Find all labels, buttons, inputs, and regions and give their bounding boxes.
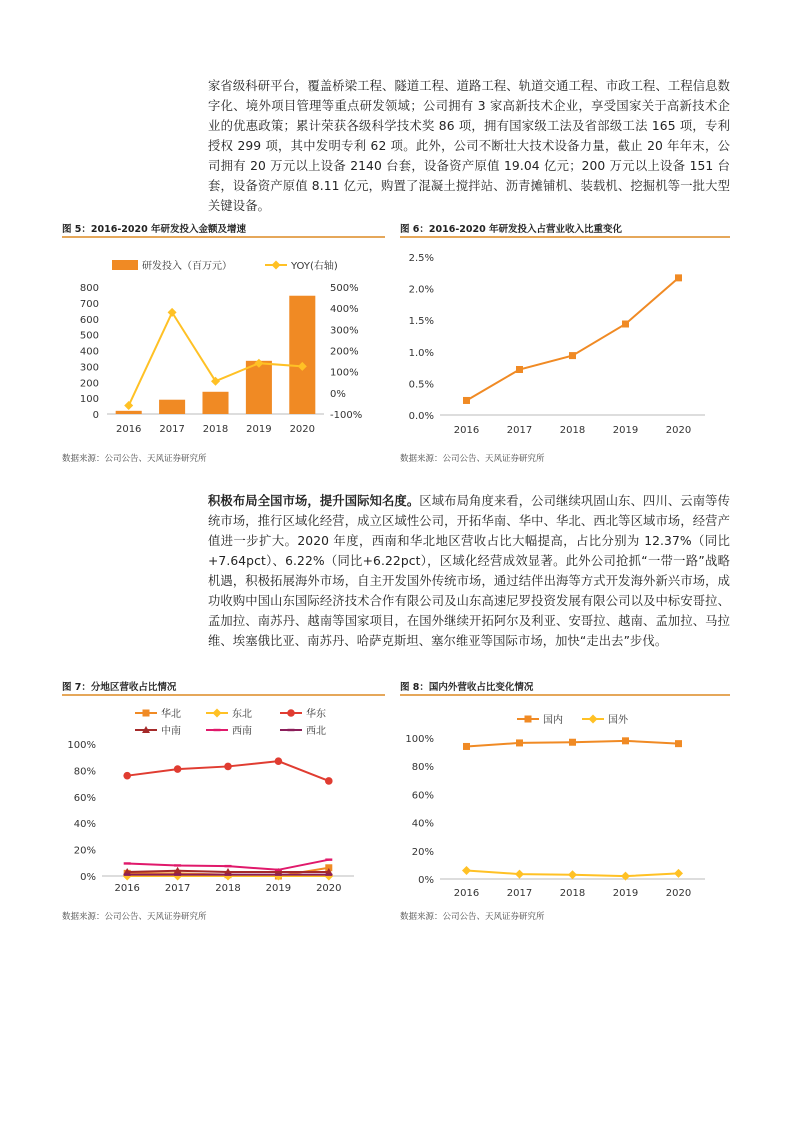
fig6-point — [516, 366, 523, 373]
fig5-ytick-left: 0 — [92, 410, 99, 421]
fig7-xtick: 2018 — [215, 883, 241, 894]
fig7-series-point — [275, 873, 282, 875]
fig8-legend-item-marker — [525, 716, 532, 723]
fig5-yoy-point — [124, 401, 133, 410]
fig6-line — [467, 278, 679, 401]
fig6-point — [569, 352, 576, 359]
fig5-source: 数据来源：公司公告、天风证券研究所 — [62, 454, 207, 464]
fig5-xtick: 2020 — [289, 424, 316, 435]
fig8-ytick: 40% — [411, 818, 434, 830]
fig7-rule — [62, 694, 385, 696]
fig7-legend-item-label: 华东 — [306, 709, 326, 720]
fig6-title: 图 6：2016-2020 年研发投入占营业收入比重变化 — [400, 224, 623, 235]
fig7-series-point — [224, 763, 232, 771]
fig7-series-point — [174, 864, 181, 866]
fig7-ytick: 0% — [80, 872, 96, 883]
fig5-legend-yoy-marker — [272, 261, 281, 270]
fig7-ytick: 40% — [73, 819, 96, 831]
fig5-title: 图 5：2016-2020 年研发投入金额及增速 — [62, 224, 247, 235]
fig5-legend-bar-swatch — [112, 260, 138, 270]
fig5-ytick-left: 200 — [79, 378, 99, 390]
fig8-ytick: 80% — [411, 762, 434, 774]
fig7-series-point — [325, 777, 333, 785]
fig7-series-point — [225, 873, 232, 875]
fig6-ytick: 0.0% — [408, 411, 434, 422]
fig7-series-point — [325, 873, 332, 875]
fig8-series-point — [674, 869, 683, 878]
fig7-series-point — [325, 858, 332, 860]
fig7-xtick: 2020 — [316, 883, 342, 894]
fig5-bar — [116, 411, 142, 414]
fig6-chart — [400, 240, 730, 440]
fig8-series-point — [569, 739, 576, 746]
fig5-ytick-left: 800 — [79, 283, 99, 294]
fig8-chart — [400, 698, 730, 900]
fig8-xtick: 2019 — [612, 888, 639, 899]
fig5-ytick-right: -100% — [330, 410, 363, 421]
fig7-series-point — [124, 862, 131, 864]
fig6-xtick: 2018 — [559, 425, 586, 436]
fig6-ytick: 1.5% — [408, 316, 434, 328]
fig5-yoy-line — [129, 312, 303, 405]
fig5-ytick-left: 700 — [79, 298, 99, 310]
fig7-legend-item-label: 华北 — [161, 709, 181, 720]
fig5-chart — [62, 240, 385, 440]
fig6-ytick: 1.0% — [408, 347, 434, 359]
fig8-series-point — [463, 743, 470, 750]
fig8-series-point — [622, 737, 629, 744]
fig5-ytick-right: 200% — [330, 346, 359, 358]
fig6-point — [463, 397, 470, 404]
fig7-legend-item-label: 东北 — [232, 709, 252, 720]
fig5-ytick-right: 0% — [330, 388, 346, 400]
fig8-legend-item-label: 国内 — [543, 715, 563, 726]
fig7-ytick: 80% — [73, 766, 96, 778]
fig7-title: 图 7：分地区营收占比情况 — [62, 682, 177, 693]
fig7-chart — [62, 698, 385, 900]
fig7-source: 数据来源：公司公告、天风证券研究所 — [62, 912, 207, 922]
fig6-point — [622, 320, 629, 327]
fig7-series-point — [123, 772, 131, 780]
fig7-ytick: 20% — [73, 845, 96, 857]
market-paragraph-body: 区域布局角度来看，公司继续巩固山东、四川、云南等传统市场，推行区域化经营，成立区域性公司，开拓华南、华中、华北、西北等区域市场，经营产值进一步扩大。2020 年度，西南和华北地区营收占比大幅提高，占比分别为 12.37%（同比+7.64pct）、6.22%（同比+6.22pct），区域化经营成效显著。此外公司抢抓“一带一路”战略机遇，积极拓展海外市场，自主开发国外传统市场，通过结伴出海等方式开发海外新兴市场，成功收购中国山东国际经济技术合作有限公司及山东高速尼罗投资发展有限公司以及中标安哥拉、孟加拉、南苏丹、越南等国家项目，在国外继续开拓阿尔及利亚、安哥拉、越南、孟加拉、马拉维、埃塞俄比亚、南苏丹、哈萨克斯坦、塞尔维亚等国际市场，加快“走出去”步伐。 — [208, 494, 730, 648]
fig5-xtick: 2017 — [159, 424, 185, 435]
fig5-ytick-left: 300 — [79, 362, 99, 374]
fig8-series-point — [462, 866, 471, 875]
fig7-series-point — [275, 757, 283, 765]
fig6-xtick: 2017 — [506, 425, 533, 436]
fig8-ytick: 0% — [418, 875, 434, 886]
fig6-xtick: 2019 — [612, 425, 639, 436]
fig5-xtick: 2016 — [115, 424, 142, 435]
fig7-legend-item-marker — [143, 710, 150, 717]
fig5-ytick-right: 100% — [330, 367, 359, 379]
fig8-xtick: 2017 — [506, 888, 533, 899]
fig5-legend-bar-label: 研发投入（百万元） — [142, 261, 232, 272]
fig7-series-point — [174, 873, 181, 875]
market-paragraph-lead: 积极布局全国市场，提升国际知名度。 — [208, 494, 420, 508]
fig5-ytick-left: 400 — [79, 346, 99, 358]
fig6-source: 数据来源：公司公告、天风证券研究所 — [400, 454, 545, 464]
fig8-series-point — [568, 870, 577, 879]
fig7-legend-item-label: 中南 — [161, 726, 181, 737]
fig5-ytick-right: 400% — [330, 304, 359, 316]
fig5-bar — [202, 392, 228, 414]
fig7-legend-item-label: 西北 — [306, 726, 326, 737]
fig8-title: 图 8：国内外营收占比变化情况 — [400, 682, 534, 693]
fig8-xtick: 2020 — [665, 888, 692, 899]
fig6-rule — [400, 236, 730, 238]
fig7-series-point — [225, 865, 232, 867]
fig7-series-point — [174, 765, 182, 773]
fig5-ytick-left: 100 — [79, 394, 99, 406]
fig8-series-point — [516, 739, 523, 746]
fig5-ytick-right: 300% — [330, 325, 359, 337]
fig8-ytick: 100% — [405, 734, 434, 745]
fig7-legend-item-marker — [213, 709, 222, 718]
fig7-legend-item-marker — [214, 729, 221, 731]
fig7-series-point — [124, 873, 131, 875]
fig5-ytick-left: 500 — [79, 330, 99, 342]
intro-paragraph: 家省级科研平台，覆盖桥梁工程、隧道工程、道路工程、轨道交通工程、市政工程、工程信息数字化、境外项目管理等重点研发领域；公司拥有 3 家高新技术企业，享受国家关于高新技术企业的优惠政策；累计荣获各级科学技术奖 86 项，拥有国家级工法及省部级工法 165 项，专利授权 299 项，其中发明专利 62 项。此外，公司不断壮大技术设备力量，截止 20 年年末，公司拥有 20 万元以上设备 2140 台套，设备资产原值 19.04 亿元；200 万元以上设备 151 台套，设备资产原值 8.11 亿元，购置了混凝土搅拌站、沥青摊铺机、装载机、挖掘机等一批大型关键设备。 — [208, 79, 730, 213]
fig7-series-point — [275, 869, 282, 871]
fig7-xtick: 2016 — [114, 883, 140, 894]
fig7-xtick: 2017 — [164, 883, 191, 894]
fig5-xtick: 2019 — [246, 424, 272, 435]
fig7-legend-item-marker — [287, 709, 295, 717]
fig5-bar — [289, 296, 315, 414]
fig8-xtick: 2016 — [453, 888, 480, 899]
fig7-ytick: 60% — [73, 792, 96, 804]
fig6-ytick: 0.5% — [408, 379, 434, 391]
fig8-source: 数据来源：公司公告、天风证券研究所 — [400, 912, 545, 922]
fig5-xtick: 2018 — [202, 424, 229, 435]
fig7-legend-item-marker — [288, 729, 295, 731]
fig7-xtick: 2019 — [265, 883, 292, 894]
fig8-xtick: 2018 — [559, 888, 586, 899]
fig5-rule — [62, 236, 385, 238]
market-paragraph — [208, 491, 730, 651]
fig8-legend-item-marker — [589, 715, 598, 724]
fig5-legend-yoy-label: YOY(右轴) — [291, 261, 338, 272]
fig8-series-point — [515, 870, 524, 879]
fig8-ytick: 20% — [411, 846, 434, 858]
fig6-ytick: 2.0% — [408, 284, 434, 296]
fig8-ytick: 60% — [411, 790, 434, 802]
fig8-series-point — [675, 740, 682, 747]
fig5-bar — [246, 361, 272, 414]
fig8-legend-item-label: 国外 — [608, 715, 628, 726]
fig7-ytick: 100% — [67, 740, 96, 751]
fig5-ytick-right: 500% — [330, 283, 359, 294]
fig5-bar — [159, 400, 185, 414]
fig6-point — [675, 274, 682, 281]
fig8-rule — [400, 694, 730, 696]
fig6-ytick: 2.5% — [408, 253, 434, 264]
fig5-ytick-left: 600 — [79, 314, 99, 326]
fig6-xtick: 2020 — [665, 425, 692, 436]
fig7-legend-item-label: 西南 — [232, 726, 252, 737]
fig6-xtick: 2016 — [453, 425, 480, 436]
